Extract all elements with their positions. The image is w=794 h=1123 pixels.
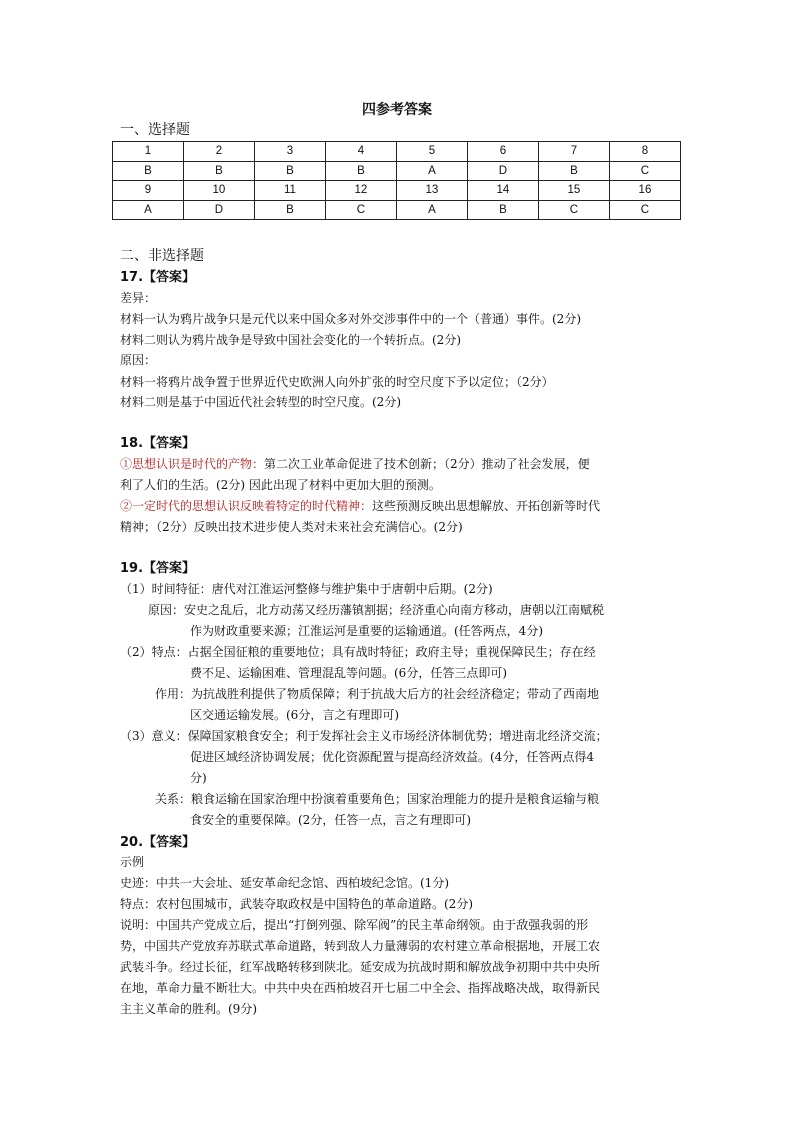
- table-cell: A: [396, 200, 467, 220]
- table-cell: 7: [538, 142, 609, 162]
- table-cell: 2: [183, 142, 254, 162]
- q19-line: （2）特点：占据全国征粮的重要地位；具有战时特征；政府主导；重视保障民生；存在经: [120, 645, 596, 659]
- q20-line: 武装斗争。经过长征，红军战略转移到陕北。延安成为抗战时期和解放战争初期中共中央所: [120, 960, 601, 974]
- q17-heading: 17.【答案】: [120, 270, 196, 285]
- q18-line: [120, 496, 600, 516]
- table-cell: B: [538, 161, 609, 181]
- answer-table: [112, 141, 681, 220]
- q19-line: 关系：粮食运输在国家治理中扮演着重要角色；国家治理能力的提升是粮食运输与粮: [155, 792, 600, 806]
- table-cell: B: [113, 161, 184, 181]
- q20-line: 主主义革命的胜利。(9分): [120, 1002, 257, 1016]
- q18-point-text: 这些预测反映出思想解放、开拓创新等时代: [372, 499, 601, 513]
- q18-heading: 18.【答案】: [120, 436, 196, 451]
- table-cell: C: [538, 200, 609, 220]
- q18-line: 利了人们的生活。(2分) 因此出现了材料中更加大胆的预测。: [120, 478, 441, 492]
- table-cell: 15: [538, 181, 609, 201]
- section-non-choice: 二、非选择题: [120, 248, 204, 264]
- q17-line: 材料二则认为鸦片战争是导致中国社会变化的一个转折点。(2分): [120, 333, 462, 347]
- q20-line: 说明：中国共产党成立后，提出“打倒列强、除军阀”的民主革命纲领。由于敌强我弱的形: [120, 918, 589, 932]
- section-multiple-choice: 一、选择题: [120, 122, 190, 138]
- q19-line: 分): [190, 771, 207, 785]
- q19-line: （3）意义：保障国家粮食安全；利于发挥社会主义市场经济体制优势；增进南北经济交流；: [120, 729, 608, 743]
- table-cell: C: [325, 200, 396, 220]
- table-cell: 16: [609, 181, 680, 201]
- q19-line: 区交通运输发展。(6分，言之有理即可): [190, 708, 399, 722]
- page-title: 四参考答案: [362, 102, 432, 118]
- q20-line: 特点：农村包围城市，武装夺取政权是中国特色的革命道路。(2分): [120, 897, 474, 911]
- table-cell: 6: [467, 142, 538, 162]
- table-cell: 5: [396, 142, 467, 162]
- q18-line: 精神；（2分）反映出技术进步使人类对未来社会充满信心。(2分): [120, 520, 463, 534]
- q19-line: 促进区域经济协调发展；优化资源配置与提高经济效益。(4分，任答两点得4: [190, 750, 594, 764]
- q17-line: 差异：: [120, 291, 157, 305]
- table-cell: B: [254, 161, 325, 181]
- q19-line: （1）时间特征：唐代对江淮运河整修与维护集中于唐朝中后期。(2分): [120, 582, 493, 596]
- table-cell: 14: [467, 181, 538, 201]
- table-cell: B: [325, 161, 396, 181]
- q18-point-title: ①思想认识是时代的产物：: [120, 457, 265, 471]
- q17-line: 原因：: [120, 353, 157, 367]
- table-cell: B: [467, 200, 538, 220]
- q20-line: 示例: [120, 855, 145, 869]
- table-cell: B: [254, 200, 325, 220]
- q20-line: 势，中国共产党放弃苏联式革命道路，转到敌人力量薄弱的农村建立革命根据地，开展工农: [120, 939, 601, 953]
- table-row: [113, 200, 681, 220]
- q19-line: 食安全的重要保障。(2分，任答一点，言之有理即可): [190, 813, 472, 827]
- table-cell: 10: [183, 181, 254, 201]
- table-cell: A: [396, 161, 467, 181]
- table-cell: 12: [325, 181, 396, 201]
- table-cell: 11: [254, 181, 325, 201]
- q19-line: 作为财政重要来源；江淮运河是重要的运输通道。(任答两点，4分): [190, 624, 544, 638]
- table-cell: C: [609, 161, 680, 181]
- q19-heading: 19.【答案】: [120, 561, 196, 576]
- table-cell: 4: [325, 142, 396, 162]
- table-cell: 13: [396, 181, 467, 201]
- q20-heading: 20.【答案】: [120, 835, 196, 850]
- q17-line: 材料一认为鸦片战争只是元代以来中国众多对外交涉事件中的一个（普通）事件。(2分): [120, 312, 582, 326]
- table-cell: D: [467, 161, 538, 181]
- q20-line: 在地，革命力量不断壮大。中共中央在西柏坡召开七届二中全会、指挥战略决战，取得新民: [120, 981, 601, 995]
- table-cell: D: [183, 200, 254, 220]
- table-row: [113, 181, 681, 201]
- table-cell: 9: [113, 181, 184, 201]
- table-cell: 1: [113, 142, 184, 162]
- q18-point-title: ②一定时代的思想认识反映着特定的时代精神：: [120, 499, 373, 513]
- table-row: [113, 161, 681, 181]
- q19-line: 费不足、运输困难、管理混乱等问题。(6分，任答三点即可): [190, 666, 508, 680]
- q18-line: [120, 454, 590, 474]
- table-cell: C: [609, 200, 680, 220]
- q17-line: 材料二则是基于中国近代社会转型的时空尺度。(2分): [120, 395, 402, 409]
- table-cell: B: [183, 161, 254, 181]
- q18-point-text: 第二次工业革命促进了技术创新；（2分）推动了社会发展，便: [264, 457, 590, 471]
- table-row: [113, 142, 681, 162]
- table-cell: 3: [254, 142, 325, 162]
- q20-line: 史迹：中共一大会址、延安革命纪念馆、西柏坡纪念馆。(1分): [120, 876, 450, 890]
- q17-line: 材料一将鸦片战争置于世界近代史欧洲人向外扩张的时空尺度下予以定位；（2分）: [120, 375, 554, 389]
- table-cell: 8: [609, 142, 680, 162]
- q19-line: 作用：为抗战胜利提供了物质保障；利于抗战大后方的社会经济稳定；带动了西南地: [155, 687, 600, 701]
- table-cell: A: [113, 200, 184, 220]
- q19-line: 原因：安史之乱后，北方动荡又经历藩镇割据；经济重心向南方移动，唐朝以江南赋税: [148, 603, 605, 617]
